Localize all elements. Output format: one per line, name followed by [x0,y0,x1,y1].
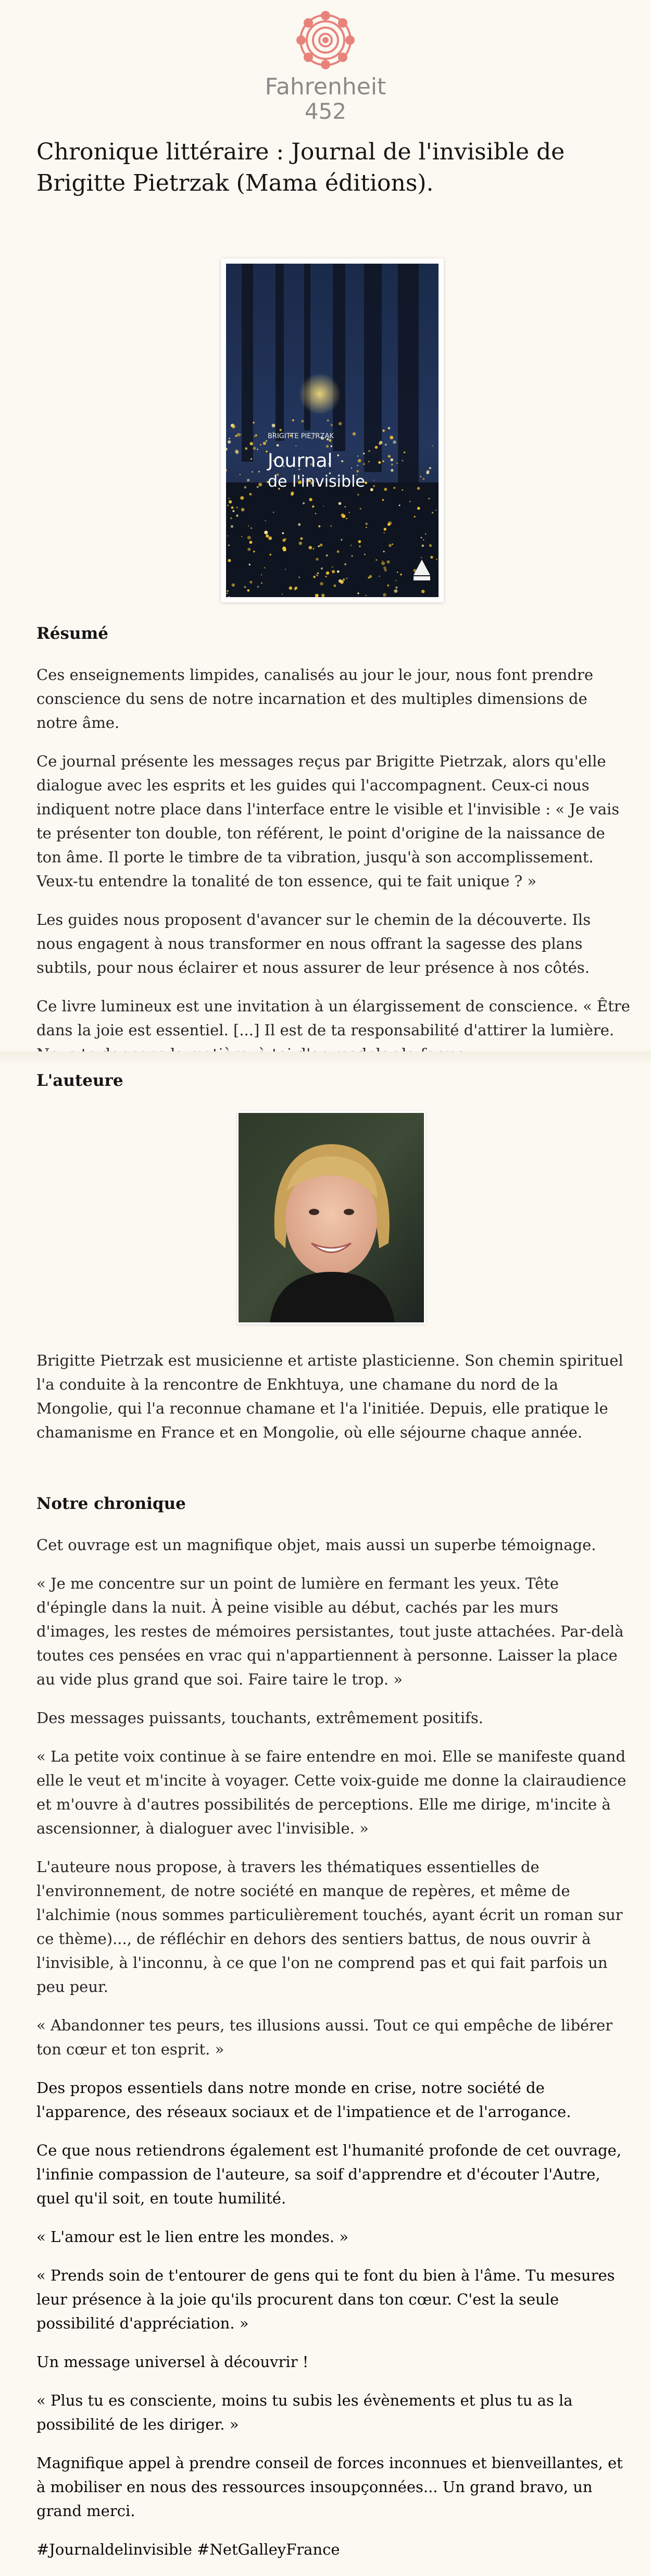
firefly-dot [258,471,260,473]
firefly-dot [248,525,249,526]
firefly-dot [417,507,420,510]
firefly-dot [249,493,252,496]
review-section [36,1493,630,2576]
firefly-dot [231,525,233,528]
firefly-dot [357,494,359,496]
review-paragraph: Un message universel à découvrir ! [36,2353,309,2371]
firefly-dot [264,567,266,568]
firefly-dot [414,516,416,517]
firefly-dot [321,594,325,598]
firefly-dot [402,489,403,491]
firefly-dot [317,575,318,576]
firefly-dot [382,561,383,562]
firefly-dot [282,539,285,542]
firefly-dot [346,578,347,579]
firefly-dot [365,595,367,596]
firefly-dot [315,513,317,514]
article-title: Chronique littéraire : Journal de l'invisible de Brigitte Pietrzak (Mama éditions). [36,139,565,196]
firefly-dot [357,592,359,594]
firefly-dot [388,455,391,457]
firefly-dot [292,419,294,422]
review-quote: « Plus tu es consciente, moins tu subis les évènements et plus tu as la possibilité de les diriger. » [36,2392,573,2433]
firefly-dot [436,559,437,560]
firefly-dot [420,476,421,477]
author-bio: Brigitte Pietrzak est musicienne et artiste plasticienne. Son chemin spirituel l'a conduite à la rencontre de Enkhtuya, une chamane du nord de la Mongolie, qui l'a reconnue chamane et l'a l'initiée. Depuis, elle pratique le chamanisme en France et en Mongolie, où elle séjourne chaque année. [36,1352,623,1441]
firefly-dot [370,488,373,491]
firefly-dot [373,480,374,481]
firefly-dot [339,422,342,425]
firefly-dot [282,532,284,534]
firefly-dot [421,537,422,539]
firefly-dot [312,505,314,507]
firefly-dot [228,440,231,443]
firefly-dot [365,523,368,525]
firefly-dot [254,436,255,437]
firefly-dot [232,584,235,587]
firefly-dot [237,433,241,437]
firefly-dot [236,515,238,517]
firefly-dot [253,447,256,450]
firefly-dot [247,589,250,592]
firefly-dot [264,531,268,535]
firefly-dot [369,575,372,578]
firefly-dot [404,452,406,454]
firefly-dot [435,510,436,511]
firefly-dot [258,482,262,486]
firefly-dot [342,514,346,518]
site-name: Fahrenheit [265,73,386,100]
review-paragraph: Ce que nous retiendrons également est l'humanité profonde de cet ouvrage, l'infinie compassion de l'auteure, sa soif d'apprendre et d'écouter l'Autre, quel qu'il soit, en toute humilité. [36,2141,622,2207]
firefly-dot [272,424,276,427]
firefly-dot [332,570,335,573]
firefly-dot [432,512,433,513]
firefly-dot [364,554,366,555]
firefly-dot [357,465,358,466]
firefly-dot [387,523,391,526]
review-paragraph: Cet ouvrage est un magnifique objet, mais aussi un superbe témoignage. [36,1536,596,1554]
firefly-dot [257,486,259,488]
firefly-dot [257,449,258,450]
review-paragraph: Magnifique appel à prendre conseil de forces inconnues et bienveillantes, et à mobiliser en nous des ressources insoupçonnées... Un grand bravo, un grand merci. [36,2454,623,2520]
firefly-dot [309,546,312,550]
firefly-dot [383,532,385,534]
firefly-dot [429,467,431,469]
firefly-dot [250,442,253,445]
firefly-dot [389,544,392,547]
firefly-dot [240,474,241,475]
firefly-dot [316,574,317,575]
firefly-dot [421,557,422,558]
firefly-dot [236,506,238,508]
firefly-dot [344,563,346,565]
firefly-dot [363,453,365,454]
firefly-dot [409,501,411,502]
firefly-dot [303,502,305,504]
firefly-dot [348,512,350,514]
firefly-dot [244,486,247,489]
firefly-dot [384,528,386,530]
firefly-dot [247,536,251,539]
firefly-dot [326,445,329,448]
firefly-dot [285,569,286,570]
firefly-dot [321,567,323,569]
firefly-dot [326,572,329,575]
firefly-dot [251,527,252,529]
firefly-dot [235,451,239,454]
firefly-dot [312,548,314,550]
firefly-dot [337,571,340,573]
review-paragraph: Des messages puissants, touchants, extrêmement positifs. [36,1709,483,1727]
firefly-dot [230,517,232,519]
firefly-dot [394,589,398,593]
firefly-dot [396,580,397,581]
firefly-dot [384,488,387,491]
firefly-dot [227,505,229,506]
firefly-dot [432,445,433,446]
firefly-dot [268,537,272,540]
firefly-dot [353,432,356,436]
firefly-dot [421,590,424,593]
firefly-dot [400,574,402,576]
firefly-dot [339,502,342,505]
firefly-dot [423,539,424,541]
firefly-dot [331,445,332,447]
firefly-dot [323,506,324,507]
firefly-dot [333,585,336,587]
book-cover [221,258,444,602]
firefly-dot [232,510,234,512]
firefly-dot [341,539,342,540]
firefly-dot [232,425,235,428]
author-section [36,1070,630,1110]
firefly-dot [358,459,361,463]
rose-logo-icon [290,9,361,71]
firefly-dot [280,429,282,431]
firefly-dot [382,429,384,431]
firefly-dot [265,520,266,521]
firefly-dot [289,586,293,590]
resume-paragraph: Ces enseignements limpides, canalisés au jour le jour, nous font prendre conscience du sens de notre incarnation et des multiples dimensions de notre âme. [36,666,594,732]
review-quote: « Abandonner tes peurs, tes illusions aussi. Tout ce qui empêche de libérer ton cœur et ton esprit. » [36,2016,613,2058]
review-paragraph: L'auteure nous propose, à travers les thématiques essentielles de l'environnement, de notre société en manque de repères, et même de l'alchimie (nous sommes particulièrement touchés, ayant écrit un roman sur ce thème)..., de réfléchir en dehors des sentiers battus, de nous ouvrir à l'invisible, à l'inconnu, à ce que l'on ne comprend pas et qui fait parfois un peu peur. [36,1858,623,1996]
resume-paragraph: Ce journal présente les messages reçus par Brigitte Pietrzak, alors qu'elle dialogue avec les esprits et les guides qui l'accompagnent. Ceux-ci nous indiquent notre place dans l'interface entre le visible et l'invisible : « Je vais te présenter ton double, ton référent, le point d'origine de la naissance de ton âme. Il porte le timbre de ta vibration, jusqu'à son accomplissement. Veux-tu entendre la tonalité de ton essence, qui te fait unique ? » [36,752,620,890]
review-hashtags[interactable]: #Journaldelinvisible #NetGalleyFrance [36,2541,340,2558]
firefly-dot [350,545,352,546]
resume-paragraph: Ce livre lumineux est une invitation à un élargissement de conscience. « Être dans la joie est essentiel. [...] Il est de ta responsabilité d'attirer la lumière. [36,997,630,1039]
firefly-dot [291,493,293,496]
firefly-dot [282,593,283,595]
book-cover-image [226,264,439,597]
firefly-dot [373,485,375,487]
firefly-dot [429,544,432,547]
firefly-dot [339,579,342,583]
firefly-dot [385,444,387,446]
firefly-dot [277,444,279,447]
firefly-dot [261,574,262,575]
firefly-dot [320,543,323,547]
firefly-dot [255,435,257,437]
firefly-dot [337,454,340,456]
firefly-dot [341,460,343,462]
review-paragraph: Des propos essentiels dans notre monde en crise, notre société de l'apparence, des réseaux sociaux et de l'impatience et de l'arrogance. [36,2079,571,2121]
firefly-dot [396,463,398,464]
firefly-dot [345,506,346,507]
firefly-dot [358,540,361,543]
firefly-dot [298,576,300,578]
firefly-dot [253,551,255,552]
firefly-dot [357,455,359,457]
firefly-dot [427,470,430,473]
firefly-dot [228,559,231,562]
firefly-dot [381,562,385,565]
firefly-dot [317,572,319,574]
review-quote: « Prends soin de t'entourer de gens qui te font du bien à l'âme. Tu mesures leur présence à la joie qu'ils procurent dans ton cœur. C'est la seule possibilité d'appréciation. » [36,2267,615,2332]
firefly-dot [399,504,400,506]
firefly-dot [245,447,247,450]
review-quote: « Je me concentre sur un point de lumière en fermant les yeux. Tête d'épingle dans la nuit. À peine visible au début, cachés par les murs d'images, les restes de mémoires persistantes, tout juste attachées. Par-delà toutes ces pensées en vrac qui n'appartiennent à personne. Laisser la place au vide plus grand que soi. Faire taire le trop. » [36,1575,624,1688]
firefly-dot [261,583,262,584]
firefly-dot [269,554,271,556]
firefly-dot [295,445,297,447]
site-header[interactable] [0,9,651,123]
firefly-dot [382,499,384,501]
firefly-dot [249,564,251,566]
firefly-dot [383,551,385,552]
firefly-dot [247,548,251,551]
firefly-dot [368,450,370,452]
firefly-dot [366,527,367,528]
firefly-dot [299,541,303,545]
firefly-dot [337,550,340,553]
firefly-dot [241,536,242,537]
firefly-dot [298,523,301,526]
firefly-dot [352,555,353,557]
firefly-dot [240,496,244,500]
firefly-dot [266,440,268,442]
firefly-dot [229,498,230,499]
firefly-dot [391,459,394,462]
firefly-dot [375,446,378,449]
firefly-dot [364,463,365,465]
firefly-dot [402,460,404,462]
site-number: 452 [304,98,347,124]
firefly-dot [301,420,304,423]
firefly-dot [295,587,298,590]
firefly-dot [309,498,312,501]
firefly-dot [387,585,389,587]
firefly-dot [241,508,245,512]
firefly-dot [391,464,393,465]
firefly-dot [249,581,253,584]
firefly-dot [228,544,230,546]
firefly-dot [320,582,323,585]
firefly-dot [273,512,274,513]
resume-paragraph: Les guides nous proposent d'avancer sur le chemin de la découverte. Ils nous engagent à nous transformer en nous offrant la sagesse des plans subtils, pour nous éclairer et nous assurer de leur présence à nos côtés. [36,911,591,976]
firefly-dot [391,469,393,472]
cover-author: BRIGITTE PIETRZAK [268,432,334,440]
firefly-dot [251,458,252,460]
firefly-dot [313,576,316,578]
firefly-dot [260,444,261,445]
firefly-dot [326,554,328,557]
firefly-dot [417,487,420,490]
review-quote: « L'amour est le lien entre les mondes. » [36,2228,349,2246]
firefly-dot [428,498,430,500]
author-portrait [237,1111,425,1324]
firefly-dot [375,559,377,561]
resume-section [36,623,630,1081]
resume-heading: Résumé [36,624,109,643]
firefly-dot [351,467,352,468]
firefly-dot [263,442,266,445]
firefly-dot [244,586,246,588]
author-photo [239,1113,424,1322]
firefly-dot [247,479,250,482]
firefly-dot [430,556,433,559]
firefly-dot [383,566,386,569]
firefly-dot [332,566,333,568]
firefly-dot [318,525,320,527]
firefly-dot [359,546,360,547]
firefly-dot [388,427,391,430]
firefly-dot [257,586,259,588]
firefly-dot [331,525,332,527]
firefly-dot [393,440,396,444]
cover-title-line2: de l'invisible [268,473,365,491]
firefly-dot [395,587,397,589]
firefly-dot [378,461,381,464]
firefly-dot [382,460,384,462]
firefly-dot [331,424,333,426]
cover-title-line1: Journal [268,450,333,472]
firefly-dot [229,500,232,503]
firefly-dot [316,558,319,561]
firefly-dot [397,572,398,573]
firefly-dot [301,537,303,540]
firefly-dot [282,547,286,550]
review-heading: Notre chronique [36,1494,186,1513]
firefly-dot [368,461,370,463]
firefly-dot [422,478,424,480]
firefly-dot [386,560,390,563]
firefly-dot [227,590,229,592]
firefly-dot [327,419,329,422]
firefly-dot [266,535,269,538]
firefly-dot [425,534,426,535]
firefly-dot [390,436,393,439]
author-heading: L'auteure [36,1071,123,1090]
firefly-dot [383,593,386,597]
firefly-dot [325,576,327,577]
firefly-dot [318,546,320,547]
firefly-dot [379,442,381,445]
firefly-dot [346,518,347,519]
firefly-dot [252,471,253,473]
firefly-dot [394,487,395,489]
author-bio-section [36,1348,630,1459]
firefly-dot [379,576,380,577]
firefly-dot [249,541,253,544]
firefly-dot [343,578,345,581]
firefly-dot [422,544,424,547]
section-divider [0,1051,651,1066]
firefly-dot [392,543,393,545]
firefly-dot [253,422,255,424]
firefly-dot [231,506,234,509]
review-quote: « La petite voix continue à se faire entendre en moi. Elle se manifeste quand elle le veut et m'incite à voyager. Cette voix-guide me donne la clairaudience et m'ouvre à d'autres possibilités de perceptions. Elle me dirige, m'incite à ascensionner, à dialoguer avec l'invisible. » [36,1748,627,1837]
firefly-dot [227,593,228,594]
firefly-dot [360,508,361,510]
firefly-dot [229,438,230,439]
firefly-dot [227,536,228,537]
